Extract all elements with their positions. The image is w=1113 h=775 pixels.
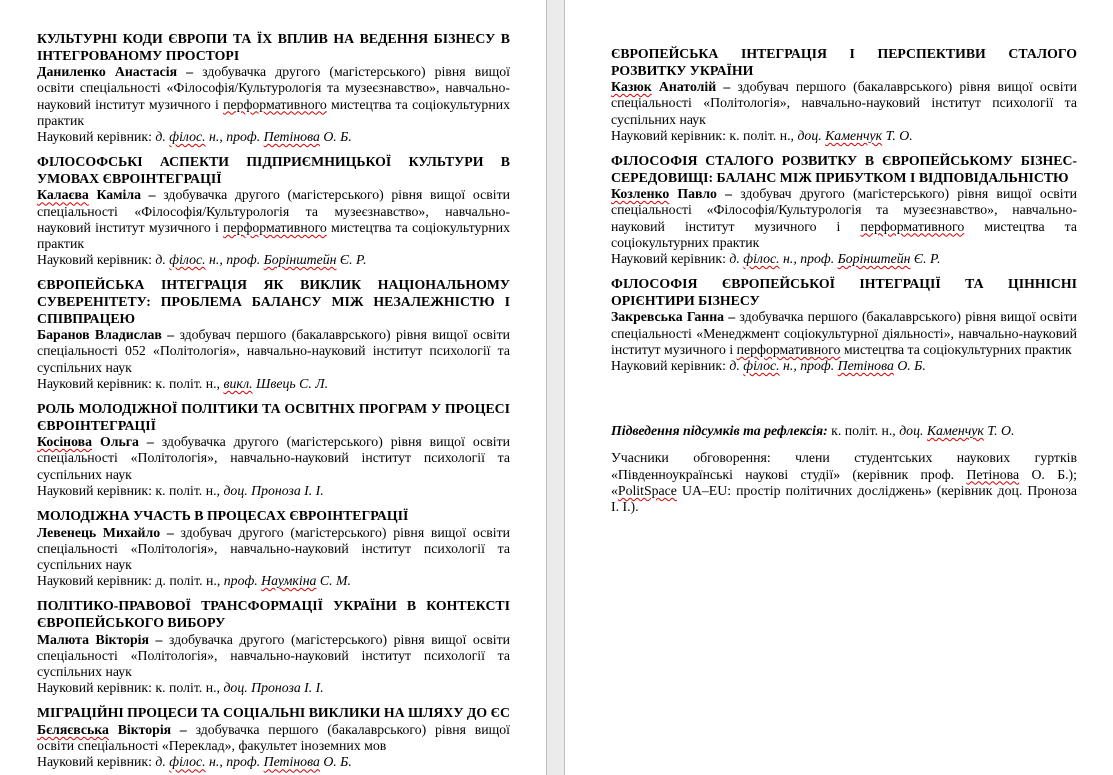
presenter-info bbox=[611, 186, 1077, 251]
text-segment: О. Б.); « bbox=[611, 466, 1077, 498]
presentation-title: МОЛОДІЖНА УЧАСТЬ В ПРОЦЕСАХ ЄВРОІНТЕГРАЦІЇ bbox=[37, 508, 409, 523]
misspelled-word: Калаєва bbox=[37, 187, 89, 203]
misspelled-word: Козленко bbox=[611, 186, 670, 202]
text-segment: д. bbox=[155, 754, 170, 770]
text-segment: д. bbox=[155, 129, 170, 144]
supervisor-line bbox=[611, 128, 1077, 144]
document-page-right bbox=[565, 0, 1113, 775]
presentation-title: КУЛЬТУРНІ КОДИ ЄВРОПИ ТА ЇХ ВПЛИВ НА ВЕДЕННЯ БІЗНЕСУ В ІНТЕГРОВАНОМУ ПРОСТОРІ bbox=[37, 31, 510, 63]
text-segment: здобувач першого (бакалаврського) рівня вищої освіти спеціальності 052 «Політологія», навчально-науковий інститут психології та суспільних наук bbox=[37, 327, 510, 375]
misspelled-word: Каменчук bbox=[926, 423, 984, 439]
supervisor-line bbox=[611, 358, 1077, 374]
presentation-title: ЄВРОПЕЙСЬКА ІНТЕГРАЦІЯ І ПЕРСПЕКТИВИ СТАЛОГО РОЗВИТКУ УКРАЇНИ bbox=[611, 46, 1077, 78]
program-entry bbox=[611, 46, 1077, 144]
supervisor-line bbox=[37, 129, 510, 145]
text-segment: Каміла – bbox=[88, 187, 164, 203]
text-segment: Учасники обговорення: члени студентських наукових гуртків «Південноукраїнські наукові студії» (керівник проф. bbox=[611, 450, 1077, 482]
text-segment: здобувачка другого (магістерського) рівня вищої освіти спеціальності «Політологія», навчально-науковий інститут психології та суспільних наук bbox=[37, 434, 510, 482]
participants-paragraph bbox=[611, 450, 1077, 515]
text-segment: Павло – bbox=[669, 186, 741, 202]
text-segment: мистецтва та соціокультурних практик bbox=[840, 341, 1072, 357]
program-entry bbox=[37, 154, 510, 268]
program-entry bbox=[37, 401, 510, 499]
text-segment: н., проф. bbox=[779, 251, 838, 266]
text-segment: Науковий керівник: к. політ. н., bbox=[37, 680, 224, 696]
text-segment: Анатолій – bbox=[651, 79, 738, 95]
program-entry bbox=[37, 277, 510, 392]
text-segment: здобувач першого (бакалаврського) рівня вищої освіти спеціальності «Політологія», навчально-науковий інститут психології та суспільних наук bbox=[611, 79, 1077, 127]
text-segment: здобувачка першого (бакалаврського) рівня вищої освіти спеціальності «Переклад», факультет іноземних мов bbox=[37, 722, 510, 754]
presentation-title: ФІЛОСОФІЯ ЄВРОПЕЙСЬКОЇ ІНТЕГРАЦІЇ ТА ЦІННІСНІ ОРІЄНТИРИ БІЗНЕСУ bbox=[611, 276, 1077, 308]
misspelled-word: перформативного bbox=[223, 96, 327, 112]
text-segment: Науковий керівник: bbox=[611, 251, 730, 266]
misspelled-word: філос. bbox=[743, 251, 780, 266]
text-segment: Науковий керівник: bbox=[37, 129, 156, 144]
program-entry bbox=[37, 508, 510, 589]
misspelled-word: Петінова bbox=[263, 754, 320, 770]
supervisor-line bbox=[37, 680, 510, 696]
program-entry bbox=[37, 598, 510, 696]
text-segment: Левенець Михайло – bbox=[37, 524, 181, 540]
presentation-title: ФІЛОСОФІЯ СТАЛОГО РОЗВИТКУ В ЄВРОПЕЙСЬКОМУ БІЗНЕС-СЕРЕДОВИЩІ: БАЛАНС МІЖ ПРИБУТКОМ І ВІДПОВІДАЛЬНІСТЮ bbox=[611, 153, 1077, 185]
text-segment: О. Б. bbox=[893, 358, 926, 373]
text-segment: Науковий керівник: к. політ. н., bbox=[37, 482, 224, 498]
text-segment: доц. bbox=[797, 127, 826, 143]
presenter-info bbox=[37, 722, 510, 754]
supervisor-line bbox=[37, 754, 510, 770]
presenter-info bbox=[37, 64, 510, 129]
misspelled-word: Казюк bbox=[611, 79, 652, 95]
text-segment: здобувачка другого (магістерського) рівня вищої освіти спеціальності «Філософія/Культурологія та музеєзнавство», навчально-науковий інститут музичного і bbox=[37, 64, 510, 112]
presentation-title: МІГРАЦІЙНІ ПРОЦЕСИ ТА СОЦІАЛЬНІ ВИКЛИКИ НА ШЛЯХУ ДО ЄС bbox=[37, 705, 510, 721]
text-segment: д. bbox=[729, 358, 744, 373]
text-segment: здобувачка другого (магістерського) рівня вищої освіти спеціальності «Політологія», навчально-науковий інститут психології та суспільних наук bbox=[37, 631, 510, 679]
supervisor-line bbox=[37, 573, 510, 589]
supervisor-line bbox=[611, 251, 1077, 267]
presenter-info bbox=[611, 309, 1077, 358]
text-segment: UA–EU: простір політичних досліджень» (керівник доц. Проноза І. І.). bbox=[611, 482, 1077, 515]
misspelled-word: перформативного bbox=[223, 219, 327, 235]
misspelled-word: Борінштейн bbox=[837, 251, 911, 266]
program-entry bbox=[611, 153, 1077, 267]
text-segment: Баранов Владислав – bbox=[37, 327, 180, 343]
text-segment: н., проф. bbox=[779, 358, 838, 373]
text-segment: Є. Р. bbox=[336, 252, 367, 268]
presenter-info bbox=[611, 79, 1077, 128]
presenter-info bbox=[37, 327, 510, 376]
text-segment: здобувач другого (магістерського) рівня вищої освіти спеціальності «Політологія», навчально-науковий інститут психології та суспільних наук bbox=[37, 524, 510, 572]
program-entries-left bbox=[37, 31, 510, 771]
text-segment: мистецтва та соціокультурних практик bbox=[37, 96, 510, 128]
text-segment: Ольга – bbox=[92, 434, 162, 450]
misspelled-word: філос. bbox=[169, 252, 206, 268]
misspelled-word: Петінова bbox=[837, 358, 894, 373]
text-segment: к. політ. н., bbox=[827, 423, 900, 439]
text-segment: Науковий керівник: bbox=[611, 358, 730, 373]
text-segment: доц. Проноза І. І. bbox=[223, 680, 324, 696]
text-segment: Підведення підсумків та рефлексія: bbox=[611, 423, 828, 439]
misspelled-word: перформативного bbox=[736, 341, 841, 357]
text-segment: д. bbox=[155, 252, 170, 268]
text-segment: С. М. bbox=[316, 573, 351, 589]
text-segment: Т. О. bbox=[882, 127, 913, 143]
text-segment: н., проф. bbox=[205, 252, 264, 268]
text-segment: проф. bbox=[223, 573, 262, 589]
page-gap-divider bbox=[546, 0, 565, 775]
text-segment: здобувачка першого (бакалаврського) рівня вищої освіти спеціальності «Менеджмент соціокультурної діяльності», навчально-науковий інститут музичного і bbox=[611, 309, 1077, 357]
text-segment: Малюта Вікторія – bbox=[37, 631, 169, 647]
program-entry bbox=[37, 705, 510, 770]
text-segment: н., проф. bbox=[205, 754, 264, 770]
text-segment: Є. Р. bbox=[910, 251, 941, 266]
text-segment: О. Б. bbox=[319, 129, 352, 144]
presentation-title: ПОЛІТИКО-ПРАВОВОЇ ТРАНСФОРМАЦІЇ УКРАЇНИ В КОНТЕКСТІ ЄВРОПЕЙСЬКОГО ВИБОРУ bbox=[37, 598, 510, 630]
supervisor-line bbox=[37, 483, 510, 499]
program-entries-right bbox=[611, 46, 1077, 374]
text-segment: здобувач другого (магістерського) рівня вищої освіти спеціальності «Філософія/Культурологія та музеєзнавство», навчально-науковий інститут музичного і bbox=[611, 186, 1077, 234]
presentation-title: ФІЛОСОФСЬКІ АСПЕКТИ ПІДПРИЄМНИЦЬКОЇ КУЛЬТУРИ В УМОВАХ ЄВРОІНТЕГРАЦІЇ bbox=[37, 154, 510, 186]
presentation-title: ЄВРОПЕЙСЬКА ІНТЕГРАЦІЯ ЯК ВИКЛИК НАЦІОНАЛЬНОМУ СУВЕРЕНІТЕТУ: ПРОБЛЕМА БАЛАНСУ МІЖ НЕЗАЛЕЖНІСТЮ І СПІВПРАЦЕЮ bbox=[37, 277, 510, 326]
text-segment: О. Б. bbox=[319, 754, 352, 770]
misspelled-word: Петінова bbox=[966, 466, 1020, 482]
misspelled-word: викл. bbox=[223, 375, 253, 391]
text-segment: Науковий керівник: bbox=[37, 252, 156, 268]
misspelled-word: філос. bbox=[169, 129, 206, 144]
document-page-left bbox=[0, 0, 546, 775]
misspelled-word: філос. bbox=[743, 358, 780, 373]
text-segment: д. bbox=[729, 251, 744, 266]
summary-line bbox=[611, 423, 1077, 439]
presenter-info bbox=[37, 525, 510, 574]
text-segment: Закревська Ганна – bbox=[611, 309, 740, 325]
misspelled-word: філос. bbox=[169, 754, 206, 770]
text-segment: мистецтва та соціокультурних практик bbox=[37, 219, 510, 251]
misspelled-word: Каменчук bbox=[825, 127, 883, 143]
presenter-info bbox=[37, 632, 510, 681]
misspelled-word: Борінштейн bbox=[263, 252, 337, 268]
presenter-info bbox=[37, 187, 510, 252]
text-segment: Науковий керівник: bbox=[37, 754, 156, 770]
misspelled-word: Бєляєвська bbox=[37, 722, 109, 737]
text-segment: Науковий керівник: к. політ. н., bbox=[611, 127, 798, 143]
misspelled-word: перформативного bbox=[860, 218, 965, 234]
text-segment: доц. Проноза І. І. bbox=[223, 482, 324, 498]
misspelled-word: Наумкіна bbox=[261, 573, 317, 589]
text-segment: н., проф. bbox=[205, 129, 264, 144]
text-segment: доц. bbox=[899, 423, 927, 439]
text-segment: мистецтва та соціокультурних практик bbox=[611, 218, 1077, 250]
text-segment: Науковий керівник: к. політ. н., bbox=[37, 375, 224, 391]
text-segment: Т. О. bbox=[983, 423, 1015, 439]
misspelled-word: PolitSpace bbox=[617, 482, 677, 498]
presenter-info bbox=[37, 434, 510, 483]
text-segment: Даниленко Анастасія – bbox=[37, 64, 203, 80]
presentation-title: РОЛЬ МОЛОДІЖНОЇ ПОЛІТИКИ ТА ОСВІТНІХ ПРОГРАМ У ПРОЦЕСІ ЄВРОІНТЕГРАЦІЇ bbox=[37, 401, 510, 433]
misspelled-word: Косінова bbox=[37, 434, 93, 450]
text-segment: Вікторія – bbox=[108, 722, 196, 737]
program-entry bbox=[37, 31, 510, 145]
misspelled-word: Петінова bbox=[263, 129, 320, 144]
text-segment: Швець С. Л. bbox=[252, 375, 329, 391]
text-segment: Науковий керівник: д. політ. н., bbox=[37, 573, 224, 589]
supervisor-line bbox=[37, 376, 510, 392]
supervisor-line bbox=[37, 252, 510, 268]
program-entry bbox=[611, 276, 1077, 374]
text-segment: здобувачка другого (магістерського) рівня вищої освіти спеціальності «Філософія/Культурологія та музеєзнавство», навчально-науковий інститут музичного і bbox=[37, 187, 510, 235]
